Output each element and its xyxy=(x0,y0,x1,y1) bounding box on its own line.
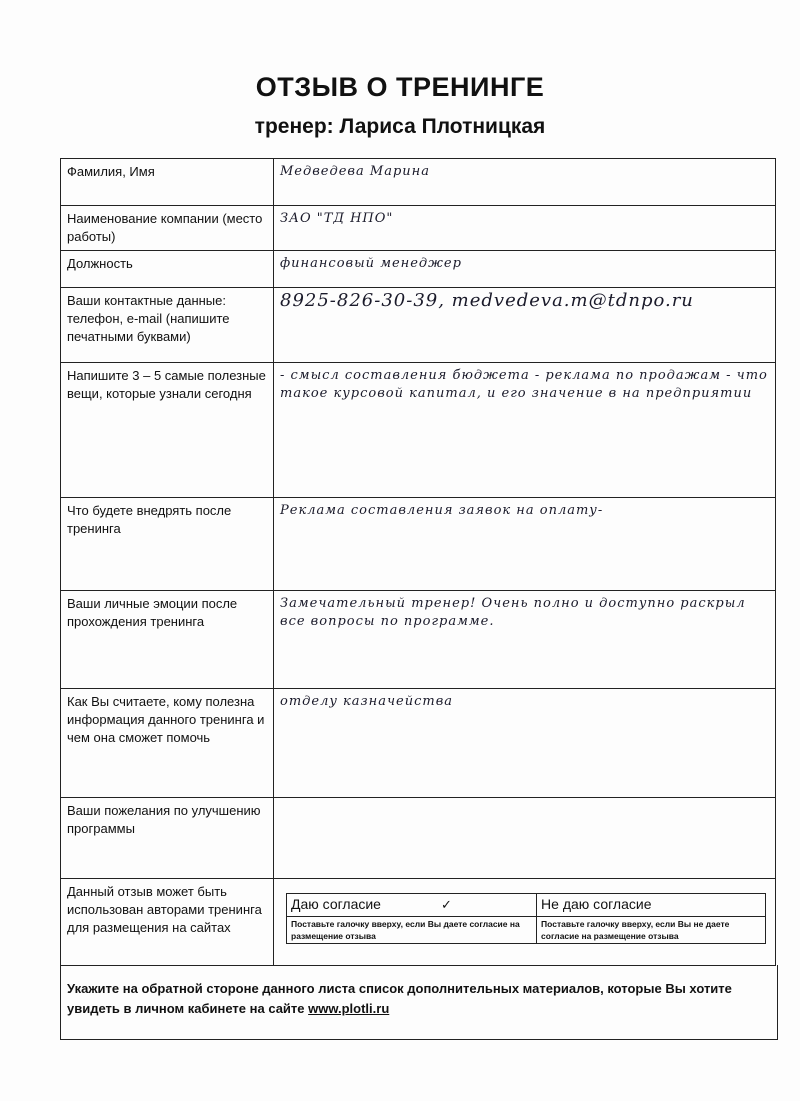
row-consent xyxy=(61,879,776,966)
field-label: Напишите 3 – 5 самые полезные вещи, которые узнали сегодня xyxy=(61,363,274,498)
consent-cell xyxy=(274,879,776,966)
field-label: Фамилия, Имя xyxy=(61,159,274,206)
feedback-table xyxy=(60,158,776,966)
footer-note xyxy=(60,965,778,1040)
row-name xyxy=(61,159,776,206)
site-link[interactable]: www.plotli.ru xyxy=(308,1001,390,1016)
row-useful xyxy=(61,363,776,498)
disagree-hint: Поставьте галочку вверху, если Вы не даете согласие на размещение отзыва xyxy=(537,917,766,944)
field-answer-position[interactable]: финансовый менеджер xyxy=(274,251,776,288)
row-wishes xyxy=(61,798,776,879)
field-answer-wishes[interactable] xyxy=(274,798,776,879)
disagree-option[interactable]: Не даю согласие xyxy=(537,894,766,917)
field-label: Как Вы считаете, кому полезна информация данного тренинга и чем она сможет помочь xyxy=(61,689,274,798)
field-answer-contacts[interactable]: 8925-826-30-39, medvedeva.m@tdnpo.ru xyxy=(274,288,776,363)
field-label: Ваши пожелания по улучшению программы xyxy=(61,798,274,879)
row-emotions xyxy=(61,591,776,689)
field-label: Что будете внедрять после тренинга xyxy=(61,498,274,591)
form-title: ОТЗЫВ О ТРЕНИНГЕ xyxy=(255,72,545,102)
consent-options xyxy=(286,893,766,944)
agree-hint: Поставьте галочку вверху, если Вы даете согласие на размещение отзыва xyxy=(287,917,537,944)
check-mark-icon: ✓ xyxy=(440,898,452,913)
row-audience xyxy=(61,689,776,798)
row-contacts xyxy=(61,288,776,363)
field-label: Ваши личные эмоции после прохождения тренинга xyxy=(61,591,274,689)
field-answer-emotions[interactable]: Замечательный тренер! Очень полно и доступно раскрыл все вопросы по программе. xyxy=(274,591,776,689)
row-company xyxy=(61,206,776,251)
agree-option[interactable] xyxy=(287,894,537,917)
footer-text: Укажите на обратной стороне данного листа список дополнительных материалов, которые Вы хотите увидеть в личном кабинете на сайте xyxy=(67,981,732,1016)
agree-label: Даю согласие xyxy=(291,896,381,912)
field-answer-implement[interactable]: Реклама составления заявок на оплату- xyxy=(274,498,776,591)
row-position xyxy=(61,251,776,288)
field-label: Должность xyxy=(61,251,274,288)
field-answer-audience[interactable]: отделу казначейства xyxy=(274,689,776,798)
field-label: Наименование компании (место работы) xyxy=(61,206,274,251)
trainer-subtitle: тренер: Лариса Плотницкая xyxy=(254,115,546,138)
consent-label: Данный отзыв может быть использован авторами тренинга для размещения на сайтах xyxy=(61,879,274,966)
field-answer-name[interactable]: Медведева Марина xyxy=(274,159,776,206)
field-answer-useful[interactable]: - смысл составления бюджета - реклама по продажам - что такое курсовой капитал, и его значение в на предприятии xyxy=(274,363,776,498)
field-answer-company[interactable]: ЗАО "ТД НПО" xyxy=(274,206,776,251)
field-label: Ваши контактные данные: телефон, e-mail (напишите печатными буквами) xyxy=(61,288,274,363)
row-implement xyxy=(61,498,776,591)
